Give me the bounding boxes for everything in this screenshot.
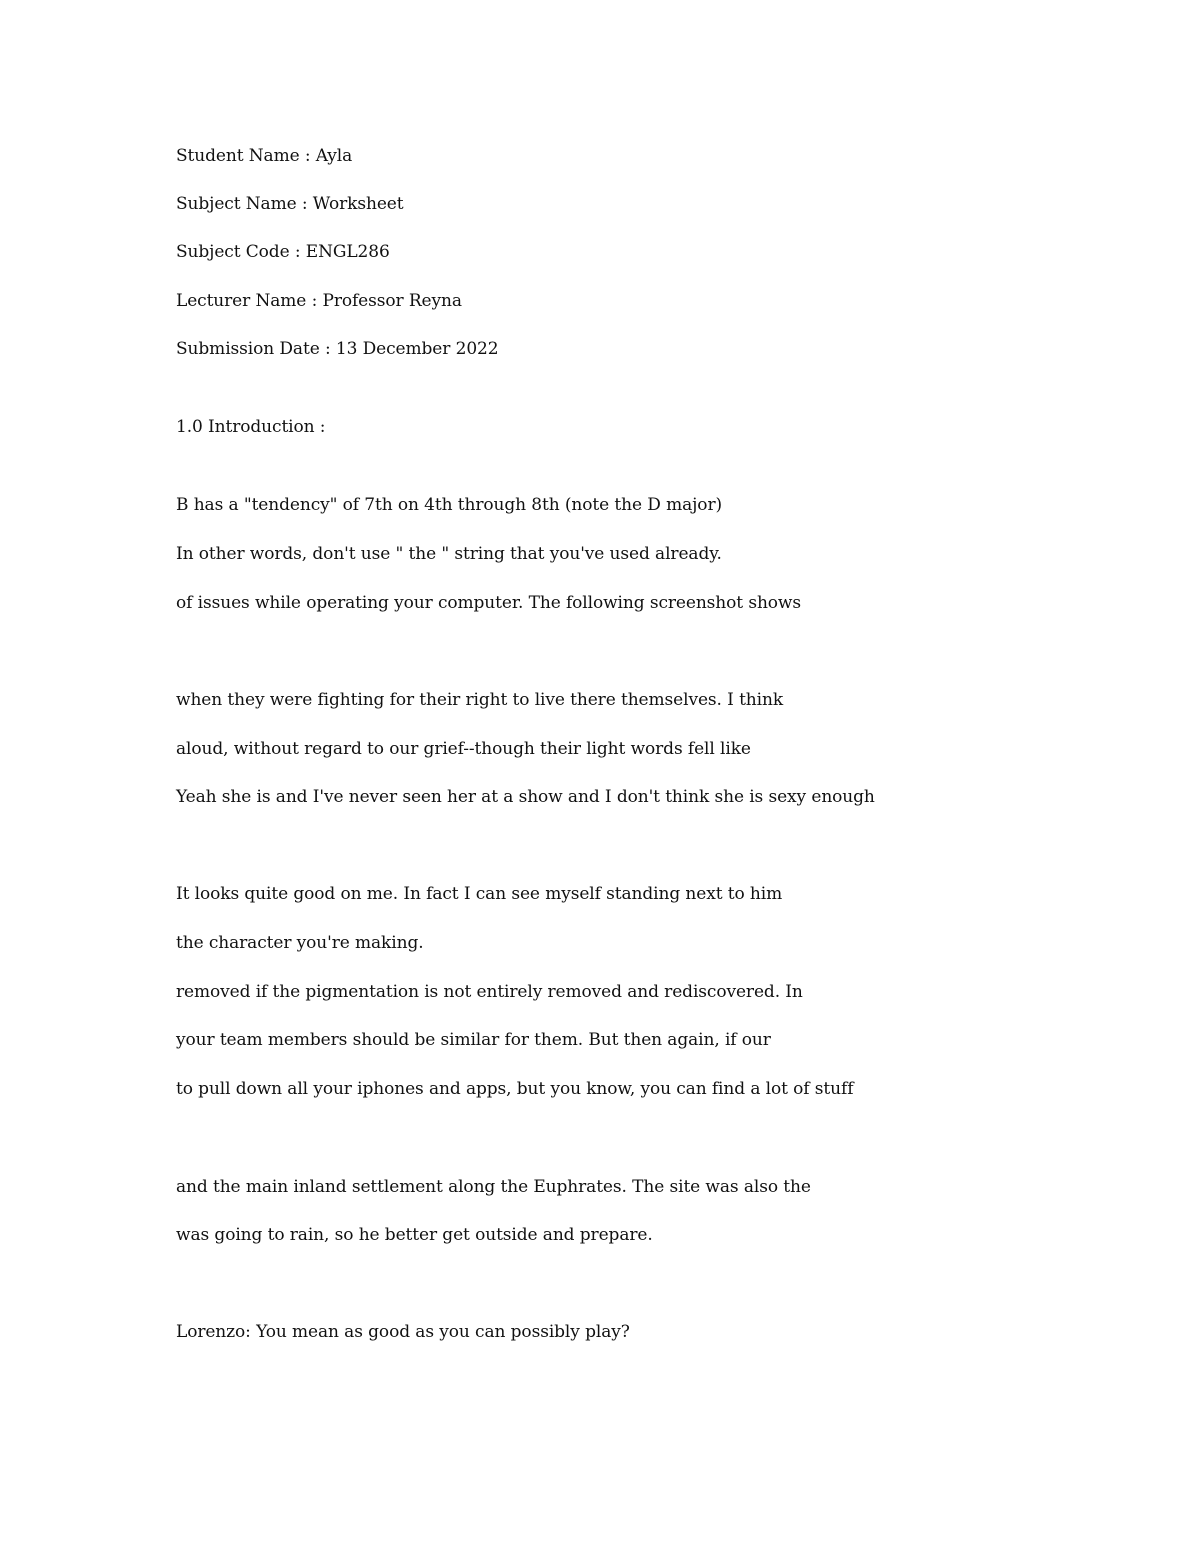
paragraph-line: and the main inland settlement along the Euphrates. The site was also the xyxy=(176,1177,811,1197)
paragraph-line: the character you're making. xyxy=(176,933,424,953)
section-heading: 1.0 Introduction : xyxy=(176,417,326,437)
subject-code-line: Subject Code : ENGL286 xyxy=(176,242,390,262)
paragraph-line: when they were fighting for their right to live there themselves. I think xyxy=(176,690,784,710)
submission-date-line: Submission Date : 13 December 2022 xyxy=(176,339,499,359)
paragraph-line: Lorenzo: You mean as good as you can possibly play? xyxy=(176,1322,630,1342)
paragraph-line: In other words, don't use " the " string that you've used already. xyxy=(176,544,722,564)
lecturer-name-line: Lecturer Name : Professor Reyna xyxy=(176,291,462,311)
paragraph-line: your team members should be similar for them. But then again, if our xyxy=(176,1030,771,1050)
paragraph-line: aloud, without regard to our grief--though their light words fell like xyxy=(176,739,751,759)
paragraph-line: removed if the pigmentation is not entirely removed and rediscovered. In xyxy=(176,982,803,1002)
paragraph-line: Yeah she is and I've never seen her at a show and I don't think she is sexy enough xyxy=(176,787,875,807)
paragraph-line: of issues while operating your computer. The following screenshot shows xyxy=(176,593,801,613)
paragraph-line: was going to rain, so he better get outside and prepare. xyxy=(176,1225,653,1245)
subject-name-line: Subject Name : Worksheet xyxy=(176,194,404,214)
paragraph-line: B has a "tendency" of 7th on 4th through 8th (note the D major) xyxy=(176,495,723,515)
paragraph-line: to pull down all your iphones and apps, but you know, you can find a lot of stuff xyxy=(176,1079,854,1099)
student-name-line: Student Name : Ayla xyxy=(176,146,353,166)
paragraph-line: It looks quite good on me. In fact I can see myself standing next to him xyxy=(176,884,783,904)
